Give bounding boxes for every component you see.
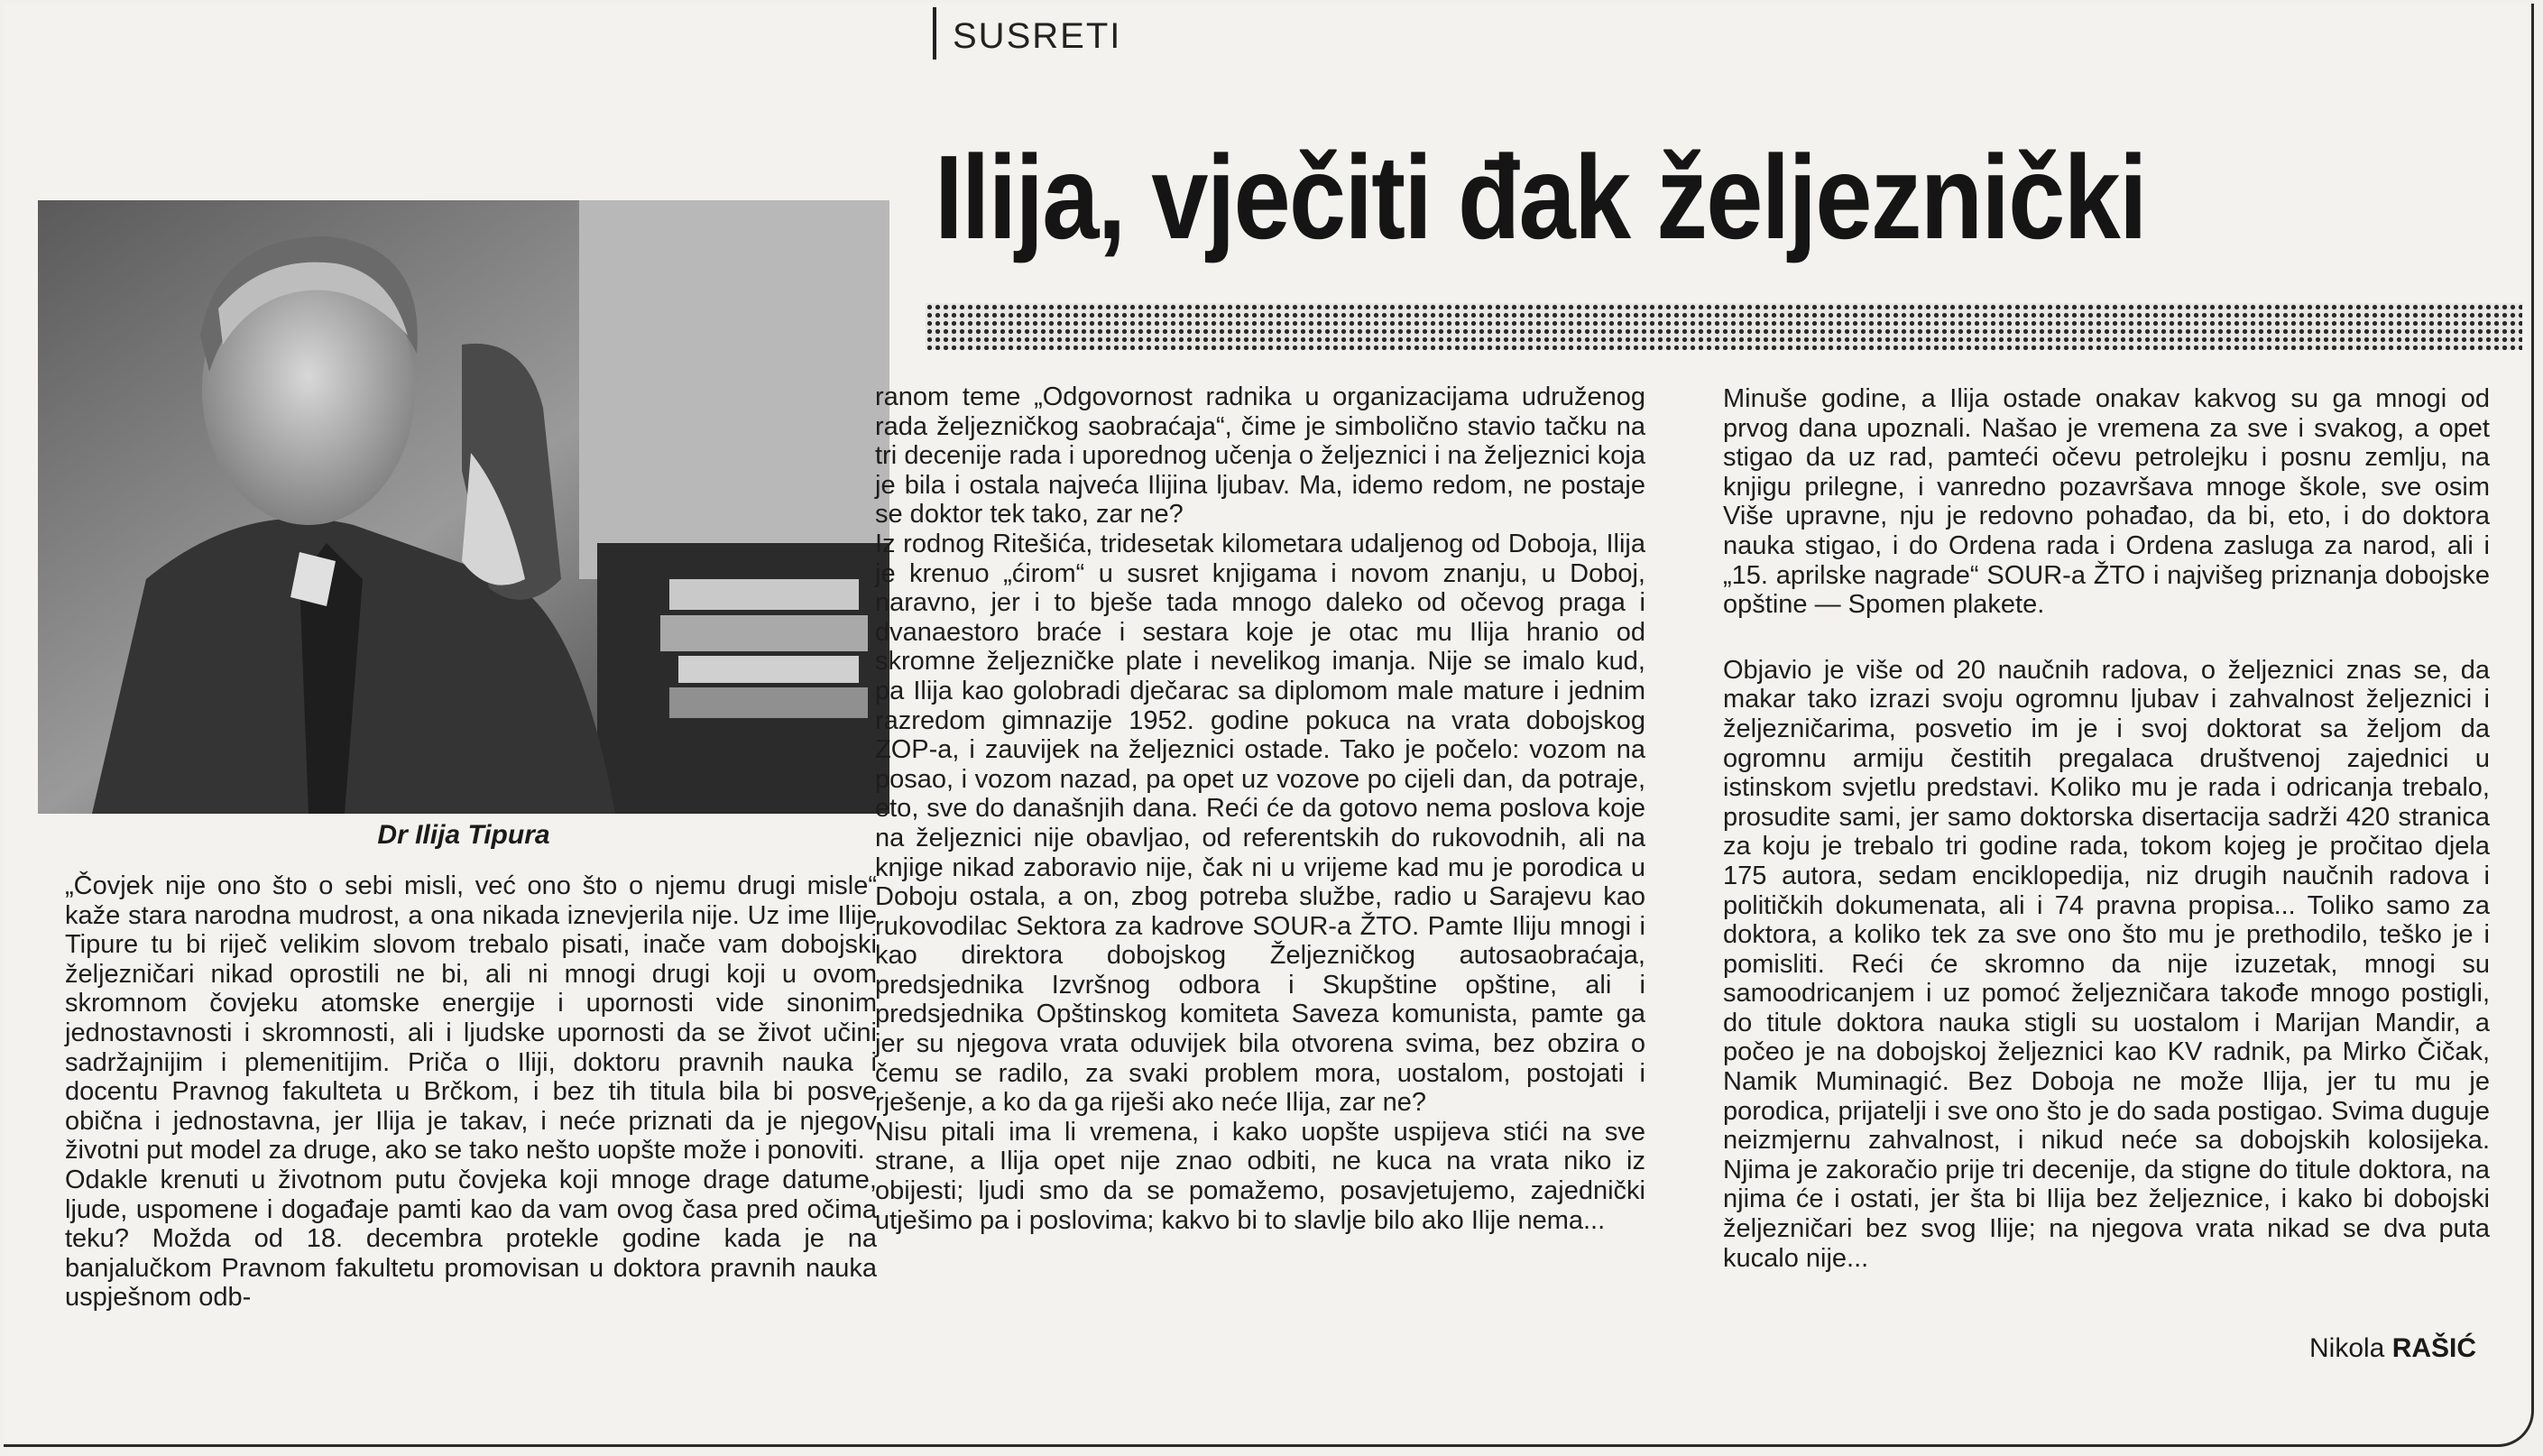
author-last-name: RAŠIĆ <box>2391 1333 2477 1363</box>
article-column-2 <box>875 382 1645 1235</box>
article-column-3 <box>1723 384 2490 1273</box>
author-byline <box>2309 1333 2476 1364</box>
paragraph: Nisu pitali ima li vremena, i kako uopšte uspijeva stići na sve strane, a Ilija opet nije znao odbiti, ne kuca na vrata niko iz obijesti; ljudi smo da se pomažemo, posavjetujemo, zajednički utješimo pa i poslovima; kakvo bi to slavlje bilo ako Ilije nema... <box>875 1117 1645 1235</box>
halftone-rule <box>926 303 2522 350</box>
section-rule <box>933 7 936 60</box>
paragraph: Iz rodnog Ritešića, tridesetak kilometara udaljenog od Doboja, Ilija je krenuo „ćirom“ u susret knjigama i novom znanju, u Doboj, naravno, jer i to bješe tada mnogo daleko od očevog praga i dvanaestoro braće i sestara koje je otac mu Ilija hranio od skromne željezničke plate i nevelikog imanja. Nije se imalo kud, pa Ilija kao golobradi dječarac sa diplomom male mature i jednim razredom gimnazije 1952. godine pokuca na vrata dobojskog ZOP-a, i zauvijek na željeznici ostade. Tako je počelo: vozom na posao, i vozom nazad, pa opet uz vozove po cijeli dan, da potraje, eto, sve do današnjih dana. Reći će da gotovo nema poslova koje na željeznici nije obavljao, od referentskih do rukovodnih, ali na knjige nikad zaboravio nije, čak ni u vrijeme kad mu je porodica u Doboju ostala, a on, zbog potreba službe, radio u Sarajevu kao rukovodilac Sektora za kadrove SOUR-a ŽTO. Pamte Iliju mnogi i kao direktora dobojskog Željezničkog autosaobraćaja, predsjednika Izvršnog odbora i Skupštine opštine, ali i predsjednika Opštinskog komiteta Saveza komunista, pamte ga jer su njegova vrata oduvijek bila otvorena svima, bez obzira o čemu se radilo, za svaki problem mora, uostalom, postojati i rješenje, a ko da ga riješi ako neće Ilija, zar ne? <box>875 529 1645 1118</box>
paragraph: Minuše godine, a Ilija ostade onakav kakvog su ga mnogi od prvog dana upoznali. Našao je vremena za sve i svakog, a opet stigao da uz rad, pamteći očevu petrolejku i posnu zemlju, na knjigu prilegne, i vanredno pozavršava mnoge škole, sve osim Više upravne, nju je redovno pohađao, da bi, eto, i do doktora nauka stigao, i do Ordena rada i Ordena zasluga za narod, ali i „15. aprilske nagrade“ SOUR-a ŽTO i najvišeg priznanja dobojske opštine — Spomen plakete. <box>1723 384 2490 620</box>
newspaper-clipping <box>4 4 2534 1447</box>
paragraph: Odakle krenuti u životnom putu čovjeka koji mnoge drage datume, ljude, uspomene i događaje pamti kao da vam ovog časa pred očima teku? Možda od 18. decembra protekle godine kada je na banjalučkom Pravnom fakultetu promovisan u doktora pravnih nauka uspješnom odb- <box>65 1165 877 1313</box>
article-column-1 <box>65 871 877 1313</box>
paragraph: Objavio je više od 20 naučnih radova, o željeznici znas se, da makar tako izrazi svoju ogromnu ljubav i zahvalnost željeznici i željezničarima, posvetio im je i svoj doktorat sa željom da ogromnu armiju čestitih pregalaca društvenoj zajednici u istinskom svjetlu predstavi. Koliko mu je rada i odricanja trebalo, prosudite sami, jer samo doktorska disertacija sadrži 420 stranica za koju je trebalo tri godine rada, tokom kojeg je pročitao djela 175 autora, sedam enciklopedija, niz drugih naučnih radova i političkih dokumenata, ali i 74 pravna propisa... Toliko samo za doktora, a koliko tek za sve ono što mu je prethodilo, teško je i pomisliti. Reći će skromno da nije izuzetak, mnogi su samoodricanjem i uz pomoć željezničara takođe mnogo postigli, do titule doktora nauka stigli su uostalom i Marijan Mandir, a počeo je na dobojskoj željeznici kao KV radnik, pa Mirko Čičak, Namik Muminagić. Bez Doboja ne može Ilija, jer tu mu je porodica, prijatelji i sve ono što je do sada postigao. Svima duguje neizmjernu zahvalnost, i nikud neće sa dobojskih kolosijeka. Njima je zakoračio prije tri decenije, da stigne do titule doktora, na njima će i ostati, jer šta bi Ilija bez željeznice, i kako bi dobojski željezničari bez svog Ilije; na njegova vrata nikad se dva puta kucalo nije... <box>1723 655 2490 1273</box>
section-kicker: SUSRETI <box>953 16 1122 56</box>
headline: Ilija, vječiti đak željeznički <box>935 131 2146 263</box>
portrait-photo <box>38 200 889 814</box>
author-first-name: Nikola <box>2309 1333 2385 1363</box>
paragraph: ranom teme „Odgovornost radnika u organizacijama udruženog rada željezničkog saobraćaja“, čime je simbolično stavio tačku na tri decenije rada i uporednog učenja o željeznici i na željeznici koja je bila i ostala najveća Ilijina ljubav. Ma, idemo redom, ne postaje se doktor tek tako, zar ne? <box>875 382 1645 530</box>
photo-caption: Dr Ilija Tipura <box>377 820 550 850</box>
paragraph: „Čovjek nije ono što o sebi misli, već ono što o njemu drugi misle“ kaže stara narodna mudrost, a ona nikada iznevjerila nije. Uz ime Ilije Tipure tu bi riječ velikim slovom trebalo pisati, inače vam dobojski željezničari nikad oprostili ne bi, ali ni mnogi drugi koji u ovom skromnom čovjeku atomske energije i upornosti vide sinonim jednostavnosti i skromnosti, ali i ljudske upornosti da se život učini sadržajnijim i plemenitijim. Priča o Iliji, doktoru pravnih nauka i docentu Pravnog fakulteta u Brčkom, i bez tih titula bila bi posve obična i jednostavna, jer Ilija je takav, i neće priznati da je njegov životni put model za druge, ako se tako nešto uopšte može i ponoviti. <box>65 871 877 1166</box>
